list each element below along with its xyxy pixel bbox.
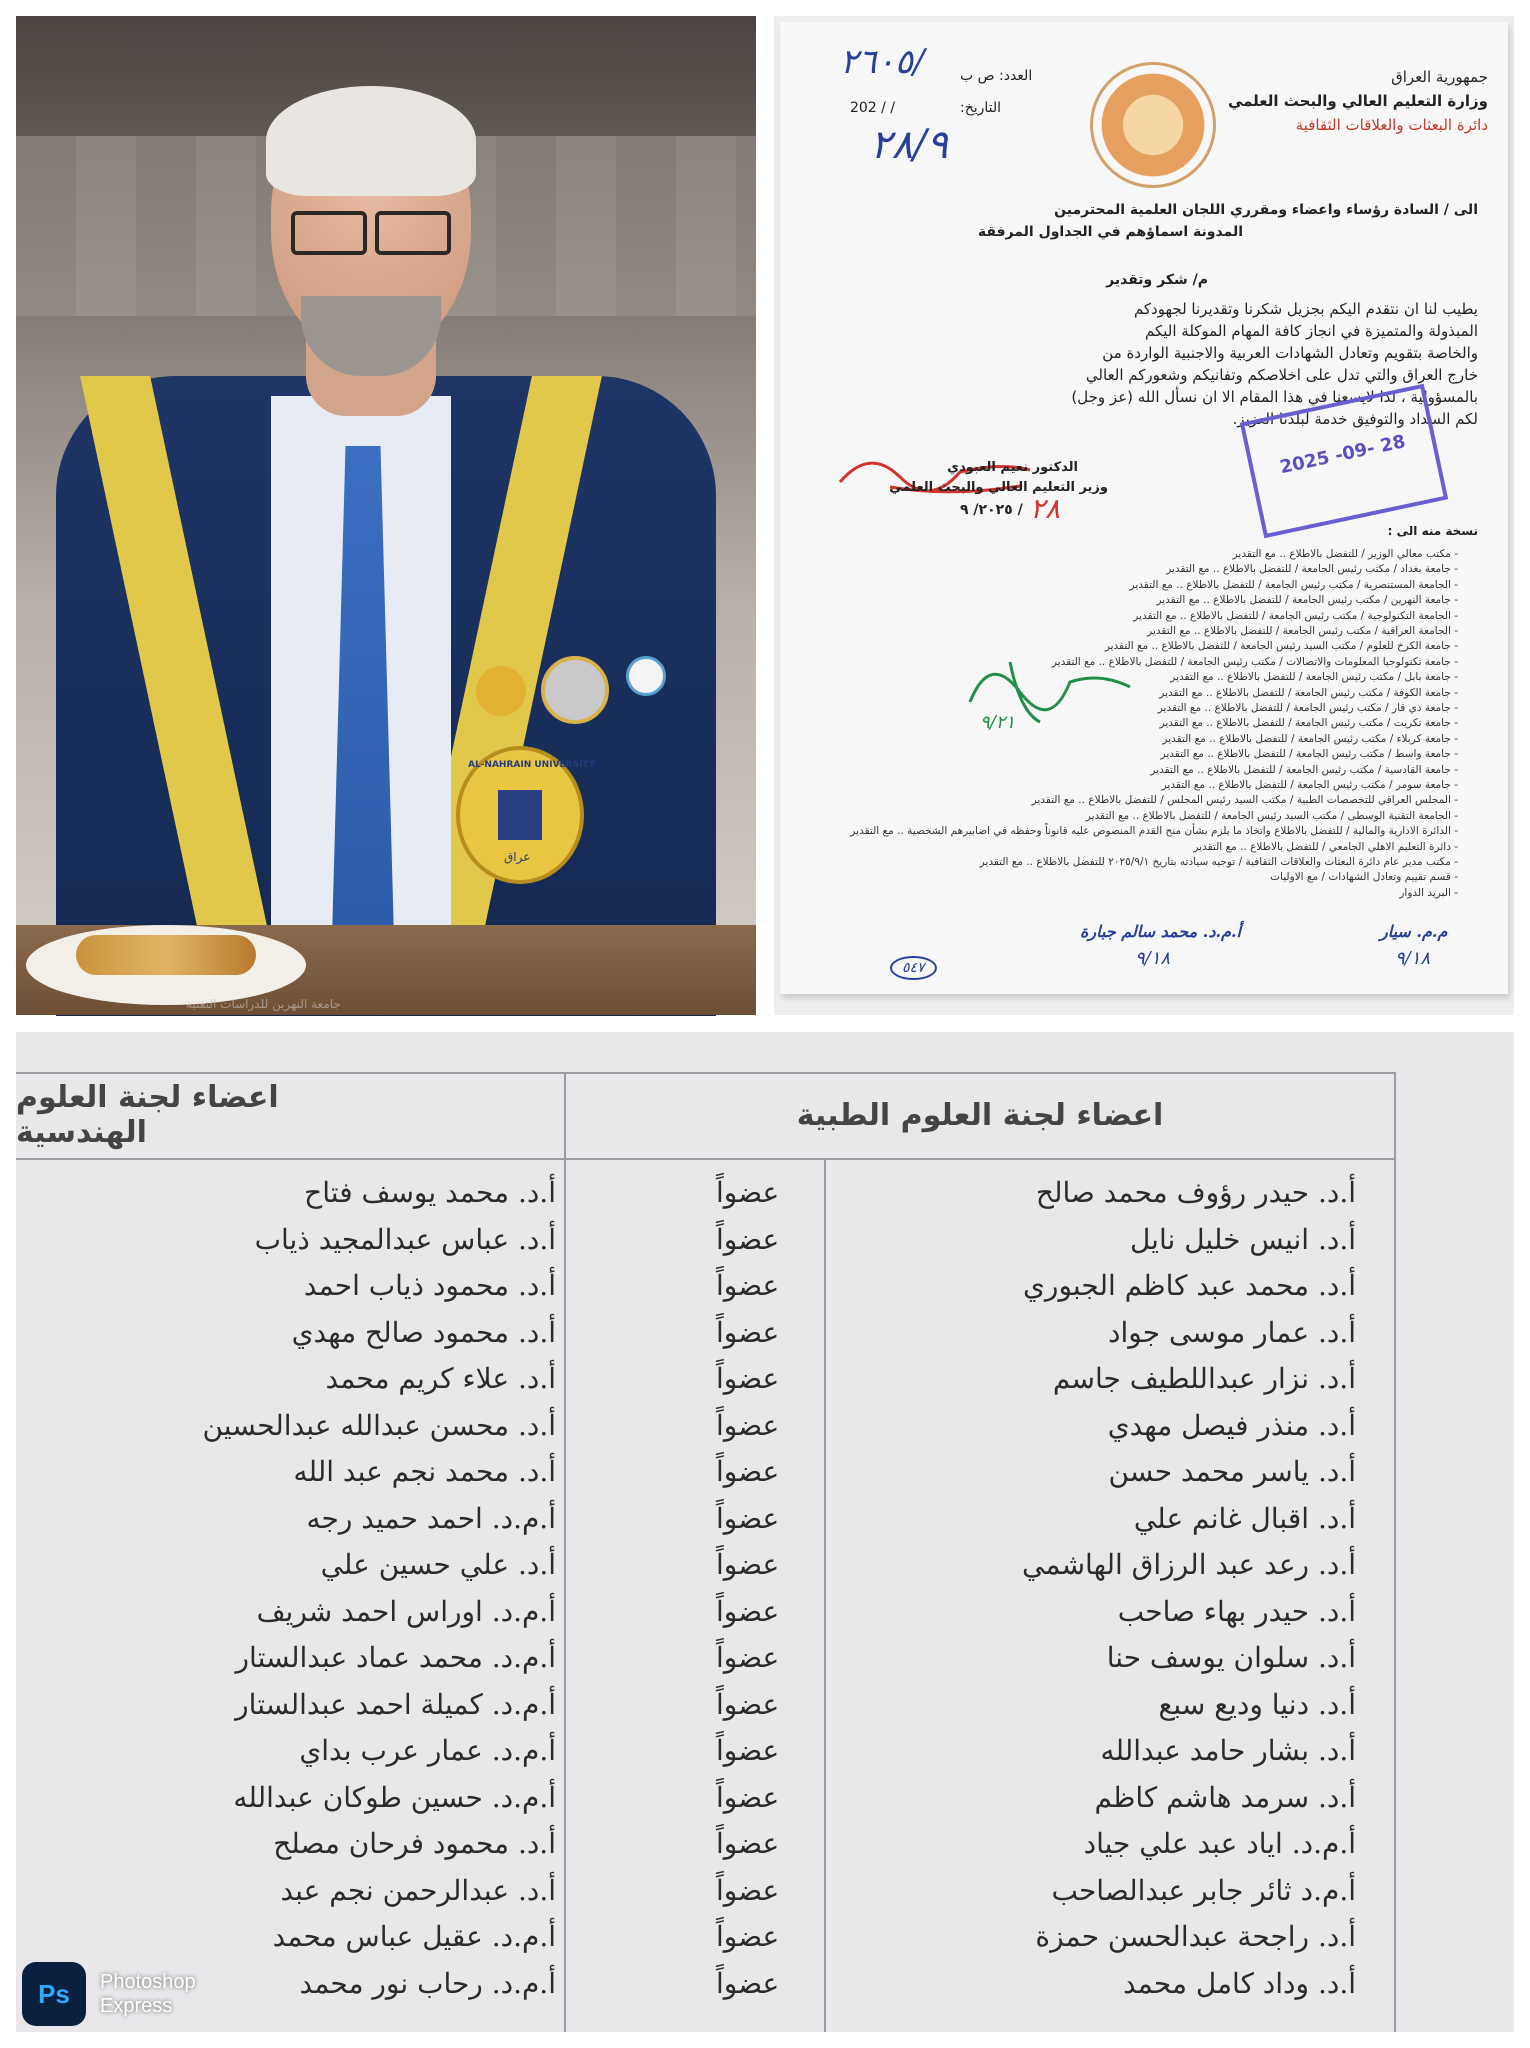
table-right-border bbox=[1394, 1072, 1396, 2032]
engineering-member-name: أ.د. محمد نجم عبد الله bbox=[293, 1455, 556, 1488]
medical-member-name: أ.د. اقبال غانم علي bbox=[1133, 1501, 1356, 1535]
medical-member-name: أ.د. سرمد هاشم كاظم bbox=[1094, 1780, 1356, 1814]
member-role: عضواً bbox=[716, 1780, 780, 1814]
engineering-member-name: أ.د. محمود ذياب احمد bbox=[303, 1269, 556, 1302]
member-role: عضواً bbox=[716, 1269, 780, 1302]
badge-subtext: عراق bbox=[504, 850, 531, 864]
letter-date-value: 202 / / bbox=[850, 100, 896, 116]
member-role: عضواً bbox=[716, 1455, 780, 1488]
pastries bbox=[76, 935, 256, 975]
cc-line: - جامعة بابل / مكتب رئيس الجامعة / للتفضل بالاطلاع .. مع التقدير bbox=[1170, 671, 1458, 684]
medal-silver bbox=[541, 656, 609, 724]
cc-line: - جامعة النهرين / مكتب رئيس الجامعة / للتفضل بالاطلاع .. مع التقدير bbox=[1156, 594, 1458, 607]
hair bbox=[266, 86, 476, 196]
cc-line: - جامعة الكوفة / مكتب رئيس الجامعة / للتفضل بالاطلاع .. مع التقدير bbox=[1159, 686, 1458, 699]
medical-member-name: أ.د. راجحة عبدالحسن حمزة bbox=[1035, 1920, 1356, 1953]
table-divider-main bbox=[564, 1072, 566, 2032]
letter-recipient-2: المدونة اسماؤهم في الجداول المرفقة bbox=[977, 224, 1243, 240]
cc-line: - جامعة تكنولوجيا المعلومات والاتصالات / مكتب رئيس الجامعة / للتفضل بالاطلاع .. مع التقدير bbox=[1051, 655, 1458, 668]
table-header-border bbox=[16, 1158, 1396, 1160]
letter-number-label: العدد: ص ب bbox=[960, 68, 1033, 84]
cc-line: - البريد الدوار bbox=[1399, 886, 1458, 899]
letter-body-line: يطيب لنا ان نتقدم اليكم بجزيل شكرنا وتقديرنا لجهودكم bbox=[1133, 300, 1478, 318]
member-role: عضواً bbox=[716, 1920, 780, 1953]
medical-member-name: أ.م.د. اياد عبد علي جياد bbox=[1083, 1827, 1356, 1860]
cc-line: - المجلس العراقي للتخصصات الطبية / مكتب السيد رئيس المجلس / للتفضل بالاطلاع .. مع التقدير bbox=[1031, 794, 1458, 807]
letter-ministry: وزارة التعليم العالي والبحث العلمي bbox=[1227, 92, 1488, 110]
cc-line: - جامعة تكريت / مكتب رئيس الجامعة / للتفضل بالاطلاع .. مع التقدير bbox=[1159, 717, 1458, 730]
photo-watermark: جامعة النهرين للدراسات التقنية bbox=[186, 997, 341, 1011]
badge-text: AL-NAHRAIN UNIVERSITY bbox=[468, 760, 596, 770]
medical-committee-header: اعضاء لجنة العلوم الطبية bbox=[796, 1097, 1164, 1133]
engineering-member-name: أ.د. محمود فرحان مصلح bbox=[273, 1827, 556, 1860]
cc-line: - مكتب معالي الوزير / للتفضل بالاطلاع .. مع التقدير bbox=[1232, 548, 1458, 560]
medical-member-name: أ.د. منذر فيصل مهدي bbox=[1107, 1408, 1356, 1442]
letter-body-line: المبذولة والمتميزة في انجاز كافة المهام الموكلة اليكم bbox=[1144, 322, 1478, 340]
member-role: عضواً bbox=[716, 1687, 780, 1721]
engineering-member-name: أ.د. محسن عبدالله عبدالحسين bbox=[202, 1408, 556, 1442]
medical-member-name: أ.د. ياسر محمد حسن bbox=[1108, 1455, 1356, 1488]
letter-body-line: بالمسؤولية ، لذا لايسعنا في هذا المقام الا ان نسأل الله (عز وجل) bbox=[1071, 388, 1478, 406]
engineering-member-name: أ.م.د. اوراس احمد شريف bbox=[256, 1594, 556, 1628]
letter-number-value: ٢٦٠٥/ bbox=[840, 42, 925, 82]
medical-member-name: أ.د. عمار موسى جواد bbox=[1108, 1315, 1356, 1349]
watermark-line2: Express bbox=[100, 1995, 173, 2017]
watermark-line1: Photoshop bbox=[100, 1971, 196, 1993]
engineering-member-name: أ.د. محمود صالح مهدي bbox=[291, 1315, 556, 1349]
medical-member-name: أ.م.د ثائر جابر عبدالصاحب bbox=[1051, 1873, 1356, 1907]
letter-body-line: لكم السداد والتوفيق خدمة لبلدنا العزيز. bbox=[1232, 410, 1478, 428]
medical-member-name: أ.د. وداد كامل محمد bbox=[1122, 1966, 1356, 2000]
cc-line: - جامعة بغداد / مكتب رئيس الجامعة / للتفضل بالاطلاع .. مع التقدير bbox=[1166, 563, 1458, 576]
photoshop-express-watermark bbox=[22, 1962, 196, 2026]
medical-member-name: أ.د. انيس خليل نايل bbox=[1129, 1222, 1356, 1256]
member-role: عضواً bbox=[716, 1315, 780, 1349]
medical-member-name: أ.د. محمد عبد كاظم الجبوري bbox=[1023, 1269, 1356, 1302]
cc-title: نسخة منه الى : bbox=[1387, 524, 1478, 538]
official-letter bbox=[774, 16, 1514, 1015]
cc-line: - جامعة القادسية / مكتب رئيس الجامعة / للتفضل بالاطلاع .. مع التقدير bbox=[1150, 763, 1458, 776]
medal-gold bbox=[476, 666, 526, 716]
cc-line: - دائرة التعليم الاهلي الجامعي / للتفضل بالاطلاع .. مع التقدير bbox=[1193, 840, 1458, 853]
cc-line: - جامعة كربلاء / مكتب رئيس الجامعة / للتفضل بالاطلاع .. مع التقدير bbox=[1162, 732, 1458, 745]
ministry-emblem bbox=[1090, 62, 1216, 188]
engineering-member-name: أ.د. عباس عبدالمجيد ذياب bbox=[254, 1222, 556, 1256]
bottom-signer-2-date: ٩/١٨ bbox=[1395, 948, 1431, 969]
engineering-member-name: أ.د. عبدالرحمن نجم عبد bbox=[280, 1873, 556, 1907]
engineering-member-name: أ.م.د. رحاب نور محمد bbox=[299, 1966, 556, 2000]
cc-line: - قسم تقييم وتعادل الشهادات / مع الاوليات bbox=[1270, 871, 1458, 884]
signer-hand-day: ٢٨ bbox=[1030, 492, 1061, 525]
cc-line: - مكتب مدير عام دائرة البعثات والعلاقات الثقافية / توجيه سيادته بتاريخ ٢٠٢٥/٩/١ للتفضل بالاطلاع .. مع التقدير bbox=[979, 856, 1458, 868]
engineering-member-name: أ.م.د. عقيل عباس محمد bbox=[272, 1920, 556, 1953]
cc-line: - جامعة الكرخ للعلوم / مكتب السيد رئيس الجامعة / للتفضل بالاطلاع .. مع التقدير bbox=[1104, 640, 1458, 653]
bottom-signer-2: م.م. سيار bbox=[1380, 922, 1448, 941]
medical-member-name: أ.د. حيدر بهاء صاحب bbox=[1117, 1594, 1356, 1628]
signer-date: ٢٠٢٥/ ٩ / bbox=[960, 502, 1023, 518]
medical-member-name: أ.د. دنيا وديع سبع bbox=[1158, 1687, 1356, 1721]
portrait-photo bbox=[16, 16, 756, 1015]
medical-member-name: أ.د. رعد عبد الرزاق الهاشمي bbox=[1022, 1548, 1356, 1581]
letter-body-line: خارج العراق والتي تدل على اخلاصكم وتفانيكم وشعوركم العالي bbox=[1085, 366, 1478, 384]
member-role: عضواً bbox=[716, 1594, 780, 1628]
letter-subject: م/ شكر وتقدير bbox=[1106, 272, 1208, 288]
cc-line: - جامعة ذي قار / مكتب رئيس الجامعة / للتفضل بالاطلاع .. مع التقدير bbox=[1157, 702, 1458, 714]
table-divider-role bbox=[824, 1158, 826, 2032]
cc-line: - الجامعة المستنصرية / مكتب رئيس الجامعة / للتفضل بالاطلاع .. مع التقدير bbox=[1129, 578, 1458, 591]
stamp-date: 2025 -09- 28 bbox=[1278, 431, 1408, 479]
letter-department: دائرة البعثات والعلاقات الثقافية bbox=[1295, 116, 1488, 134]
engineering-committee-header: اعضاء لجنة العلوم الهندسية bbox=[16, 1080, 279, 1150]
letter-date-label: التاريخ: bbox=[960, 100, 1002, 116]
medical-member-name: أ.د. بشار حامد عبدالله bbox=[1100, 1734, 1356, 1767]
engineering-member-name: أ.م.د. عمار عرب بداي bbox=[299, 1734, 556, 1767]
engineering-member-name: أ.د. محمد يوسف فتاح bbox=[304, 1176, 556, 1209]
signer-title: وزير التعليم العالي والبحث العلمي bbox=[889, 480, 1108, 495]
member-role: عضواً bbox=[716, 1827, 780, 1860]
member-role: عضواً bbox=[716, 1362, 780, 1395]
member-role: عضواً bbox=[716, 1176, 780, 1209]
green-signature bbox=[950, 632, 1140, 742]
bottom-code: ٥٤٧ bbox=[890, 956, 937, 980]
signer-name: الدكتور نعيم العبودي bbox=[947, 460, 1078, 475]
green-sig-date: ٩/٢١ bbox=[980, 712, 1016, 733]
glasses bbox=[291, 211, 451, 251]
medal-pin bbox=[626, 656, 666, 696]
member-role: عضواً bbox=[716, 1873, 780, 1907]
letter-recipient-1: الى / السادة رؤساء واعضاء ومقرري اللجان العلمية المحترمين bbox=[1054, 202, 1478, 218]
medical-member-name: أ.د. نزار عبداللطيف جاسم bbox=[1052, 1362, 1356, 1395]
letter-country: جمهورية العراق bbox=[1391, 68, 1488, 86]
cc-line: - الجامعة العراقية / مكتب رئيس الجامعة / للتفضل بالاطلاع .. مع التقدير bbox=[1147, 625, 1458, 637]
university-badge bbox=[456, 746, 596, 884]
committee-table-photo bbox=[16, 1032, 1514, 2032]
cc-line: - الدائرة الادارية والمالية / للتفضل بالاطلاع واتخاذ ما يلزم بشأن منح القدم المنصوص عليه قانوناً وحفظه في اضابيرهم الشخصية .. مع التقدير bbox=[850, 825, 1458, 838]
engineering-member-name: أ.د. علي حسين علي bbox=[320, 1548, 556, 1581]
cc-line: - جامعة سومر / مكتب رئيس الجامعة / للتفضل بالاطلاع .. مع التقدير bbox=[1161, 779, 1458, 791]
engineering-member-name: أ.م.د. محمد عماد عبدالستار bbox=[235, 1641, 556, 1674]
member-role: عضواً bbox=[716, 1641, 780, 1674]
letter-hand-date: ٢٨/٩ bbox=[870, 122, 948, 168]
engineering-member-name: أ.د. علاء كريم محمد bbox=[325, 1362, 556, 1395]
photoshop-icon: Ps bbox=[22, 1962, 86, 2026]
medical-member-name: أ.د. سلوان يوسف حنا bbox=[1106, 1641, 1356, 1674]
member-role: عضواً bbox=[716, 1222, 780, 1256]
bottom-signer-1: أ.م.د. محمد سالم جبارة bbox=[1080, 922, 1241, 941]
medical-member-name: أ.د. حيدر رؤوف محمد صالح bbox=[1035, 1176, 1356, 1209]
engineering-member-name: أ.م.د. حسين طوكان عبدالله bbox=[233, 1780, 556, 1814]
cc-line: - الجامعة التكنولوجية / مكتب رئيس الجامعة / للتفضل بالاطلاع .. مع التقدير bbox=[1133, 609, 1458, 622]
letter-sheet bbox=[780, 22, 1508, 994]
member-role: عضواً bbox=[716, 1548, 780, 1581]
member-role: عضواً bbox=[716, 1501, 780, 1535]
engineering-member-name: أ.م.د. كميلة احمد عبدالستار bbox=[235, 1687, 556, 1721]
member-role: عضواً bbox=[716, 1408, 780, 1442]
committee-table bbox=[16, 1072, 1396, 2032]
bottom-signer-1-date: ٩/١٨ bbox=[1135, 948, 1171, 969]
member-role: عضواً bbox=[716, 1734, 780, 1767]
cc-line: - جامعة واسط / مكتب رئيس الجامعة / للتفضل بالاطلاع .. مع التقدير bbox=[1160, 748, 1458, 761]
member-role: عضواً bbox=[716, 1966, 780, 2000]
received-stamp bbox=[1240, 384, 1448, 539]
cc-line: - الجامعة التقنية الوسطى / مكتب السيد رئيس الجامعة / للتفضل بالاطلاع .. مع التقدير bbox=[1085, 809, 1458, 822]
engineering-member-name: أ.م.د. احمد حميد رجه bbox=[306, 1501, 556, 1535]
letter-body-line: والخاصة بتقويم وتعادل الشهادات العربية والاجنبية الواردة من bbox=[1102, 344, 1478, 362]
